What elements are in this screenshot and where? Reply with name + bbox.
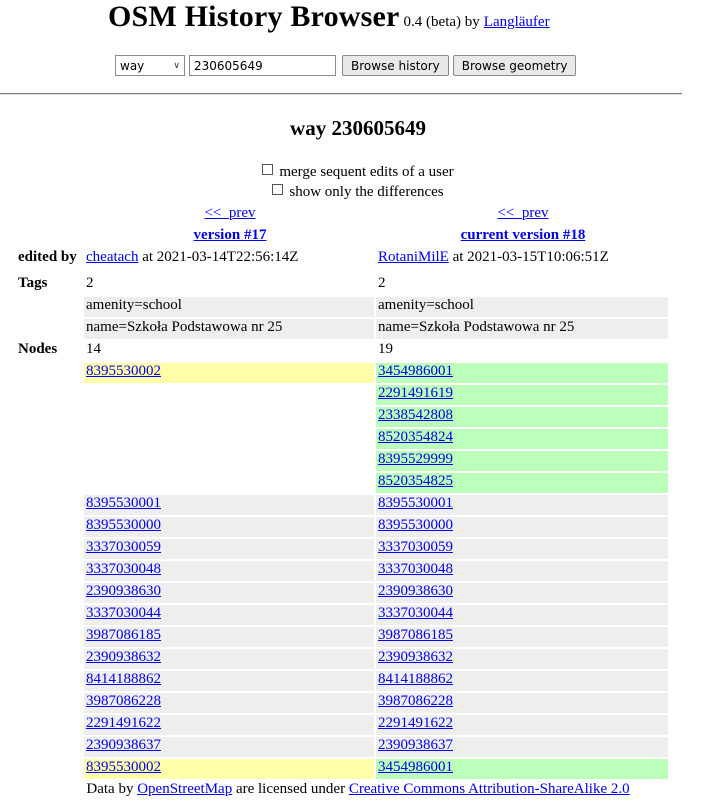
right-prev-arrow: << [497,205,515,221]
left-node-cell [84,671,374,691]
nodes-label: Nodes [18,341,58,357]
right-prev-label: prev [521,205,549,221]
node-row [18,451,668,471]
divider [0,93,682,95]
right-timestamp: at 2021-03-15T10:06:51Z [452,249,609,265]
node-row [18,517,668,537]
left-prev-arrow: << [204,205,222,221]
left-node-link[interactable]: 8395530001 [86,495,161,511]
right-node-link[interactable]: 8395530000 [378,517,453,533]
left-node-link[interactable]: 3337030059 [86,539,161,555]
left-editor-cell [84,249,374,269]
browse-history-button[interactable]: Browse history [342,55,449,76]
version-text: 0.4 (beta) by [403,14,480,30]
right-node-cell [376,363,668,383]
node-row [18,759,668,779]
right-node-link[interactable]: 3454986001 [378,759,453,775]
left-timestamp: at 2021-03-14T22:56:14Z [142,249,299,265]
node-row [18,407,668,427]
nodes-count-row [18,341,668,361]
left-tag: amenity=school [84,297,374,317]
left-node-link[interactable]: 2390938632 [86,649,161,665]
right-node-cell [376,539,668,559]
right-node-cell [376,671,668,691]
right-editor-cell [376,249,668,269]
id-input[interactable]: 230605649 [189,55,336,76]
search-form [115,55,576,76]
footer-prefix: Data by [86,781,134,797]
left-node-cell [84,385,374,405]
node-row [18,385,668,405]
right-tags-count: 2 [378,275,386,291]
node-row [18,693,668,713]
right-node-link[interactable]: 3337030044 [378,605,453,621]
right-node-cell [376,737,668,757]
tags-count-row [18,275,668,295]
right-node-link[interactable]: 3454986001 [378,363,453,379]
type-select[interactable] [115,55,185,76]
right-node-cell [376,627,668,647]
right-node-link[interactable]: 8414188862 [378,671,453,687]
left-node-link[interactable]: 2390938637 [86,737,161,753]
left-node-link[interactable]: 2390938630 [86,583,161,599]
app-title: OSM History Browser [108,0,400,33]
left-node-cell [84,759,374,779]
right-node-link[interactable]: 2291491622 [378,715,453,731]
left-prev-label: prev [228,205,256,221]
left-node-cell [84,495,374,515]
left-node-link[interactable]: 8414188862 [86,671,161,687]
right-node-cell [376,583,668,603]
right-node-cell [376,517,668,537]
footer-middle: are licensed under [235,781,346,797]
license-link[interactable]: Creative Commons Attribution-ShareAlike 2.0 [348,781,630,797]
title-line [108,0,550,34]
right-tag: name=Szkoła Podstawowa nr 25 [376,319,668,339]
page-title: way 230605649 [290,116,426,140]
right-node-cell [376,561,668,581]
right-node-link[interactable]: 2390938630 [378,583,453,599]
node-row [18,737,668,757]
node-row [18,671,668,691]
right-node-link[interactable]: 8520354824 [378,429,453,445]
right-node-cell [376,451,668,471]
node-row [18,473,668,493]
right-node-link[interactable]: 3987086185 [378,627,453,643]
left-node-cell [84,517,374,537]
left-node-cell [84,715,374,735]
right-node-cell [376,649,668,669]
node-row [18,561,668,581]
left-node-cell [84,627,374,647]
left-node-cell [84,583,374,603]
right-node-link[interactable]: 8395529999 [378,451,453,467]
right-version-cell [376,227,668,247]
prev-row [18,205,668,225]
right-editor-link[interactable]: RotaniMilE [378,249,449,265]
left-version-link[interactable]: version #17 [193,227,267,243]
chevron-down-icon: ∨ [173,60,180,71]
right-node-cell [376,407,668,427]
left-node-cell [84,473,374,493]
right-node-cell [376,759,668,779]
left-node-cell [84,539,374,559]
left-tag: name=Szkoła Podstawowa nr 25 [84,319,374,339]
right-tag: amenity=school [376,297,668,317]
diff-checkbox[interactable] [272,184,283,195]
type-select-value: way [120,58,145,73]
edited-by-label: edited by [18,249,77,265]
left-node-link[interactable]: 8395530002 [86,363,161,379]
right-node-link[interactable]: 3337030048 [378,561,453,577]
node-row [18,605,668,625]
merge-option [0,164,716,181]
browse-geometry-button[interactable]: Browse geometry [453,55,577,76]
left-node-link[interactable]: 2291491622 [86,715,161,731]
left-version-cell [84,227,374,247]
node-row [18,649,668,669]
tags-label: Tags [18,275,48,291]
right-node-cell [376,429,668,449]
diff-option [0,184,716,201]
left-node-cell [84,649,374,669]
right-node-cell [376,495,668,515]
right-node-cell [376,715,668,735]
left-node-cell [84,363,374,383]
diff-label: show only the differences [289,184,444,200]
node-row [18,627,668,647]
left-prev-cell [84,205,374,225]
footer [0,781,716,798]
right-node-cell [376,693,668,713]
left-node-link[interactable]: 3987086185 [86,627,161,643]
left-tags-count: 2 [86,275,94,291]
left-node-link[interactable]: 8395530000 [86,517,161,533]
left-node-cell [84,429,374,449]
tag-row [18,319,668,339]
right-node-cell [376,605,668,625]
author-link[interactable]: Langläufer [483,14,550,30]
left-node-cell [84,737,374,757]
right-node-link[interactable]: 8395530001 [378,495,453,511]
right-node-link[interactable]: 2291491619 [378,385,453,401]
right-node-link[interactable]: 2390938632 [378,649,453,665]
left-node-link[interactable]: 3337030048 [86,561,161,577]
left-node-link[interactable]: 3337030044 [86,605,161,621]
left-prev-link[interactable] [204,205,255,221]
left-node-cell [84,605,374,625]
node-row [18,429,668,449]
left-node-link[interactable]: 8395530002 [86,759,161,775]
left-node-cell [84,693,374,713]
right-node-link[interactable]: 2390938637 [378,737,453,753]
left-nodes-count: 14 [86,341,101,357]
left-node-cell [84,561,374,581]
right-node-cell [376,473,668,493]
node-row [18,583,668,603]
right-node-link[interactable]: 2338542808 [378,407,453,423]
right-node-link[interactable]: 3987086228 [378,693,453,709]
right-prev-link[interactable] [497,205,548,221]
merge-checkbox[interactable] [262,164,273,175]
right-nodes-count: 19 [378,341,393,357]
right-node-cell [376,385,668,405]
tag-row [18,297,668,317]
left-node-cell [84,451,374,471]
merge-label: merge sequent edits of a user [279,164,454,180]
right-node-link[interactable]: 3337030059 [378,539,453,555]
version-row [18,227,668,247]
left-node-cell [84,407,374,427]
left-editor-link[interactable]: cheatach [86,249,139,265]
node-row [18,363,668,383]
right-node-link[interactable]: 8520354825 [378,473,453,489]
edited-by-row [18,249,668,269]
node-row [18,495,668,515]
node-row [18,715,668,735]
osm-link[interactable]: OpenStreetMap [137,781,233,797]
right-prev-cell [376,205,668,225]
node-row [18,539,668,559]
left-node-link[interactable]: 3987086228 [86,693,161,709]
right-version-link[interactable]: current version #18 [460,227,586,243]
